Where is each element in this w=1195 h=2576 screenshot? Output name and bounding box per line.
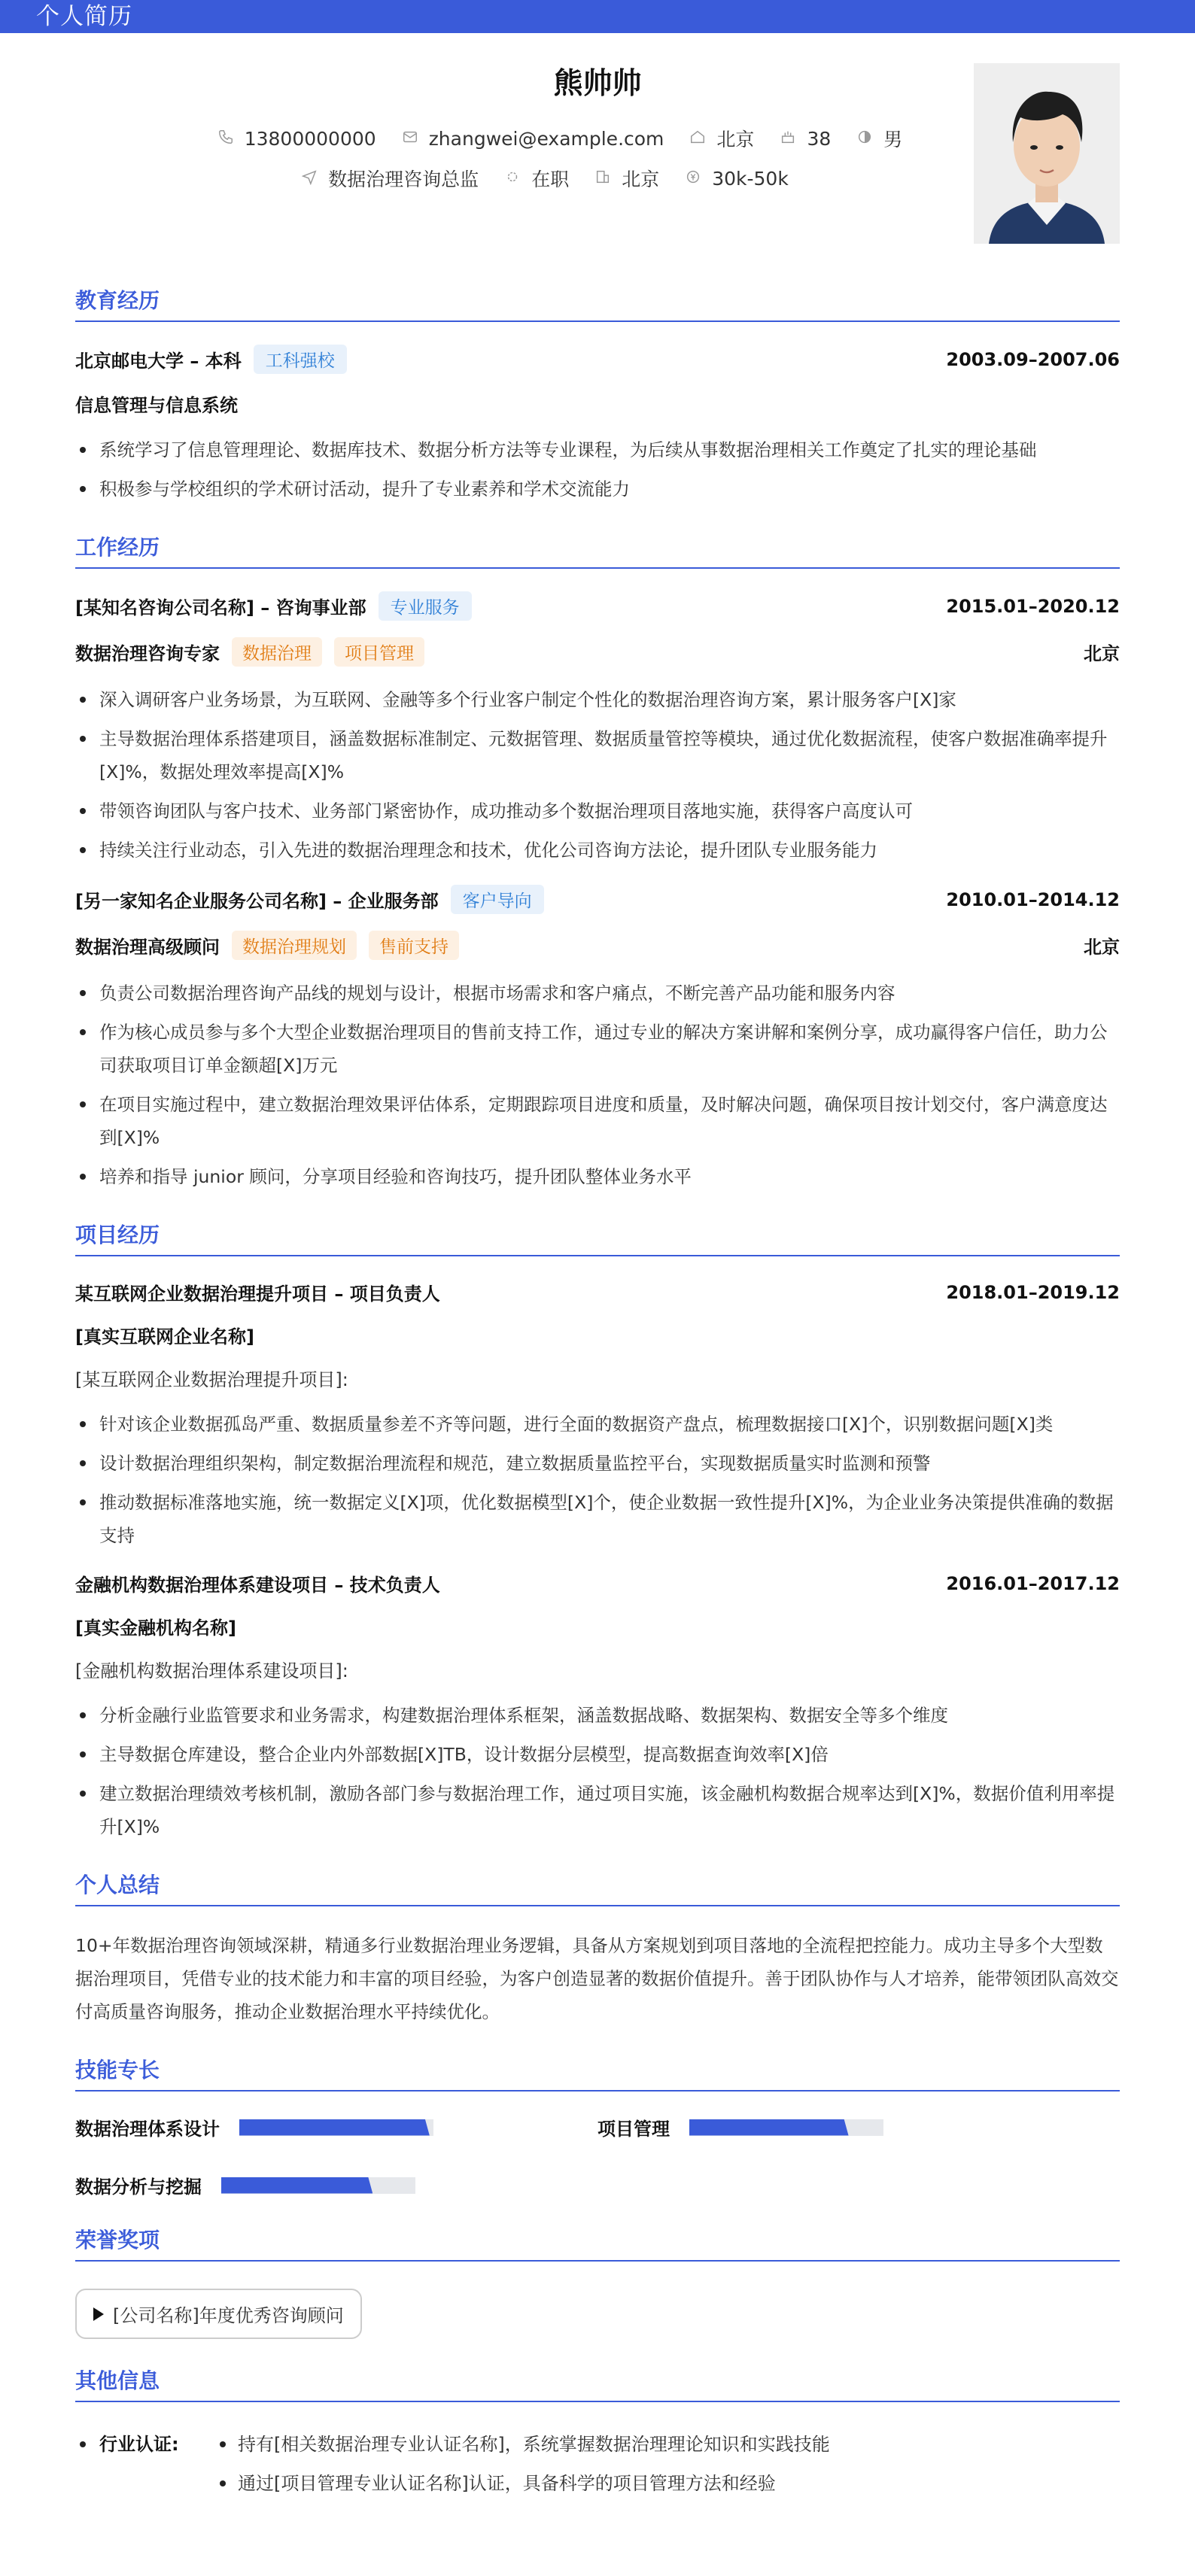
phone-icon: [217, 128, 234, 150]
contact-row-1: [75, 125, 1120, 152]
education-school-group: [75, 345, 347, 374]
skill-name: 数据分析与挖掘: [75, 2177, 202, 2198]
section-title-skills: 技能专长: [75, 2054, 1120, 2091]
project-intro: [某互联网企业数据治理提升项目]:: [75, 1369, 348, 1390]
list-item: 主导数据治理体系搭建项目，涵盖数据标准制定、元数据管理、数据质量管控等模块，通过优化数据流程，使客户数据准确率提升[X]%，数据处理效率提高[X]%: [75, 722, 1120, 788]
work-company: [某知名咨询公司名称] – 咨询事业部: [75, 597, 366, 618]
work-role-row: [75, 637, 1120, 667]
status-value: 在职: [531, 169, 570, 190]
target-city-value: 北京: [622, 169, 660, 190]
other-label: 行业认证:: [75, 2425, 212, 2503]
triangle-right-icon: [93, 2307, 104, 2321]
skill-name: 项目管理: [598, 2119, 670, 2140]
list-item: 分析金融行业监管要求和业务需求，构建数据治理体系框架，涵盖数据战略、数据架构、数据安全等多个维度: [75, 1699, 1120, 1732]
work-company-group: [75, 885, 544, 914]
section-title-summary: 个人总结: [75, 1869, 1120, 1906]
list-item: 针对该企业数据孤岛严重、数据质量参差不齐等问题，进行全面的数据资产盘点，梳理数据接口[X]个，识别数据问题[X]类: [75, 1408, 1120, 1441]
skill-item: [598, 2114, 1120, 2140]
education-entry: [75, 345, 1120, 506]
candidate-name: 熊帅帅: [553, 67, 642, 101]
list-item: 推动数据标准落地实施，统一数据定义[X]项，优化数据模型[X]个，使企业数据一致性提升[X]%，为企业业务决策提供准确的数据支持: [75, 1486, 1120, 1552]
work-company: [另一家知名企业服务公司名称] – 企业服务部: [75, 891, 439, 912]
work-entry: [75, 591, 1120, 867]
gender-icon: [856, 128, 873, 150]
project-bullets: [75, 1408, 1120, 1552]
list-item: 系统学习了信息管理理论、数据库技术、数据分析方法等专业课程，为后续从事数据治理相关工作奠定了扎实的理论基础: [75, 433, 1120, 466]
work-dates: 2010.01–2014.12: [946, 889, 1120, 910]
page-header-title: 个人简历: [36, 3, 132, 30]
project-head: [75, 1279, 1120, 1305]
education-head: [75, 345, 1120, 374]
cake-icon: [780, 128, 796, 150]
list-item: 主导数据仓库建设，整合企业内外部数据[X]TB，设计数据分层模型，提高数据查询效率[X]倍: [75, 1738, 1120, 1771]
portrait-image: [974, 63, 1120, 244]
building-icon: [594, 168, 611, 190]
section-title-awards: 荣誉奖项: [75, 2224, 1120, 2262]
work-bullets: [75, 683, 1120, 867]
skill-bar-fill: [689, 2119, 849, 2136]
phone-value: 13800000000: [244, 127, 376, 150]
skill-bar: [221, 2177, 415, 2194]
work-role: 数据治理高级顾问: [75, 937, 220, 958]
work-tag: 专业服务: [379, 591, 472, 621]
list-item: 在项目实施过程中，建立数据治理效果评估体系，定期跟踪项目进度和质量，及时解决问题，确保项目按计划交付，客户满意度达到[X]%: [75, 1088, 1120, 1154]
skills-grid: [75, 2114, 1120, 2198]
skill-name: 数据治理体系设计: [75, 2119, 220, 2140]
mail-icon: [402, 128, 418, 150]
list-item: 持续关注行业动态，引入先进的数据治理理念和技术，优化公司咨询方法论，提升团队专业服务能力: [75, 834, 1120, 867]
skill-bar: [239, 2119, 433, 2136]
work-role-row: [75, 931, 1120, 960]
project-title: 金融机构数据治理体系建设项目 – 技术负责人: [75, 1575, 440, 1596]
email-item: [402, 125, 664, 152]
project-bullets: [75, 1699, 1120, 1843]
role-tag: 数据治理: [232, 637, 322, 667]
work-role-group: [75, 637, 424, 667]
list-item: 作为核心成员参与多个大型企业数据治理项目的售前支持工作，通过专业的解决方案讲解和案例分享，成功赢得客户信任，助力公司获取项目订单金额超[X]万元: [75, 1016, 1120, 1082]
summary-text: 10+年数据治理咨询领域深耕，精通多行业数据治理业务逻辑，具备从方案规划到项目落地的全流程把控能力。成功主导多个大型数据治理项目，凭借专业的技术能力和丰富的项目经验，为客户创造显著的数据价值提升。善于团队协作与人才培养，能带领团队高效交付高质量咨询服务，推动企业数据治理水平持续优化。: [75, 1935, 1119, 2022]
profile-photo: [974, 63, 1120, 244]
award-label: [公司名称]年度优秀咨询顾问: [113, 2305, 344, 2326]
work-dates: 2015.01–2020.12: [946, 595, 1120, 617]
list-item: 积极参与学校组织的学术研讨活动，提升了专业素养和学术交流能力: [75, 472, 1120, 506]
project-entry: [75, 1570, 1120, 1843]
project-entry: [75, 1279, 1120, 1552]
location-item: [689, 125, 754, 152]
list-item: 持有[相关数据治理专业认证名称]，系统掌握数据治理理论知识和实践技能: [212, 2425, 830, 2464]
role-tag: 售前支持: [369, 931, 459, 960]
skill-bar-fill: [239, 2119, 430, 2136]
section-title-education: 教育经历: [75, 284, 1120, 322]
project-title: 某互联网企业数据治理提升项目 – 项目负责人: [75, 1283, 440, 1305]
salary-value: 30k-50k: [712, 167, 789, 190]
list-item: 培养和指导 junior 顾问，分享项目经验和咨询技巧，提升团队整体业务水平: [75, 1160, 1120, 1193]
skill-bar: [689, 2119, 883, 2136]
project-dates: 2016.01–2017.12: [946, 1572, 1120, 1594]
education-bullets: [75, 433, 1120, 506]
other-list: [212, 2425, 830, 2503]
salary-item: [685, 165, 789, 192]
section-title-projects: 项目经历: [75, 1219, 1120, 1256]
section-title-other: 其他信息: [75, 2365, 1120, 2402]
email-value: zhangwei@example.com: [428, 127, 664, 150]
award-item[interactable]: [75, 2289, 362, 2339]
send-icon: [301, 168, 318, 190]
work-head: [75, 885, 1120, 914]
list-item: 设计数据治理组织架构，制定数据治理流程和规范，建立数据质量监控平台，实现数据质量实时监测和预警: [75, 1447, 1120, 1480]
work-tag: 客户导向: [451, 885, 544, 914]
location-value: 北京: [716, 129, 755, 150]
other-info: [75, 2425, 1120, 2503]
gender-item: [856, 125, 902, 152]
project-head: [75, 1570, 1120, 1596]
skill-item: [75, 2172, 598, 2198]
page-header-bar: [0, 0, 1195, 33]
role-tag: 项目管理: [334, 637, 424, 667]
skill-item: [75, 2114, 598, 2140]
resume-page: [0, 33, 1195, 2503]
target-title-value: 数据治理咨询总监: [328, 169, 479, 190]
list-item: 通过[项目管理专业认证名称]认证，具备科学的项目管理方法和经验: [212, 2464, 830, 2503]
gender-value: 男: [883, 129, 903, 150]
list-item: 建立数据治理绩效考核机制，激励各部门参与数据治理工作，通过项目实施，该金融机构数据合规率达到[X]%，数据价值利用率提升[X]%: [75, 1777, 1120, 1843]
profile-header: [75, 33, 1120, 259]
phone-item: [217, 125, 376, 152]
target-title-item: [301, 165, 479, 192]
home-icon: [689, 128, 706, 150]
list-item: 深入调研客户业务场景，为互联网、金融等多个行业客户制定个性化的数据治理咨询方案，累计服务客户[X]家: [75, 683, 1120, 716]
age-item: [780, 125, 831, 152]
project-intro: [金融机构数据治理体系建设项目]:: [75, 1660, 348, 1681]
project-client: [真实互联网企业名称]: [75, 1326, 254, 1347]
work-entry: [75, 885, 1120, 1193]
work-company-group: [75, 591, 472, 621]
contact-row-2: [75, 165, 1120, 192]
project-dates: 2018.01–2019.12: [946, 1281, 1120, 1303]
age-value: 38: [807, 127, 832, 150]
work-role: 数据治理咨询专家: [75, 643, 220, 664]
work-head: [75, 591, 1120, 621]
list-item: 负责公司数据治理咨询产品线的规划与设计，根据市场需求和客户痛点，不断完善产品功能和服务内容: [75, 977, 1120, 1010]
work-city: 北京: [1084, 937, 1120, 958]
role-tag: 数据治理规划: [232, 931, 357, 960]
education-tag: 工科强校: [254, 345, 347, 374]
section-title-work: 工作经历: [75, 531, 1120, 569]
education-school: 北京邮电大学 – 本科: [75, 351, 242, 372]
status-item: [504, 165, 569, 192]
skill-bar-fill: [221, 2177, 372, 2194]
project-client: [真实金融机构名称]: [75, 1618, 236, 1639]
work-city: 北京: [1084, 643, 1120, 664]
work-bullets: [75, 977, 1120, 1193]
work-role-group: [75, 931, 459, 960]
coin-icon: [685, 168, 701, 190]
status-icon: [504, 168, 521, 190]
education-dates: 2003.09–2007.06: [946, 348, 1120, 370]
education-major: 信息管理与信息系统: [75, 395, 238, 416]
list-item: 带领咨询团队与客户技术、业务部门紧密协作，成功推动多个数据治理项目落地实施，获得客户高度认可: [75, 794, 1120, 828]
target-city-item: [594, 165, 659, 192]
